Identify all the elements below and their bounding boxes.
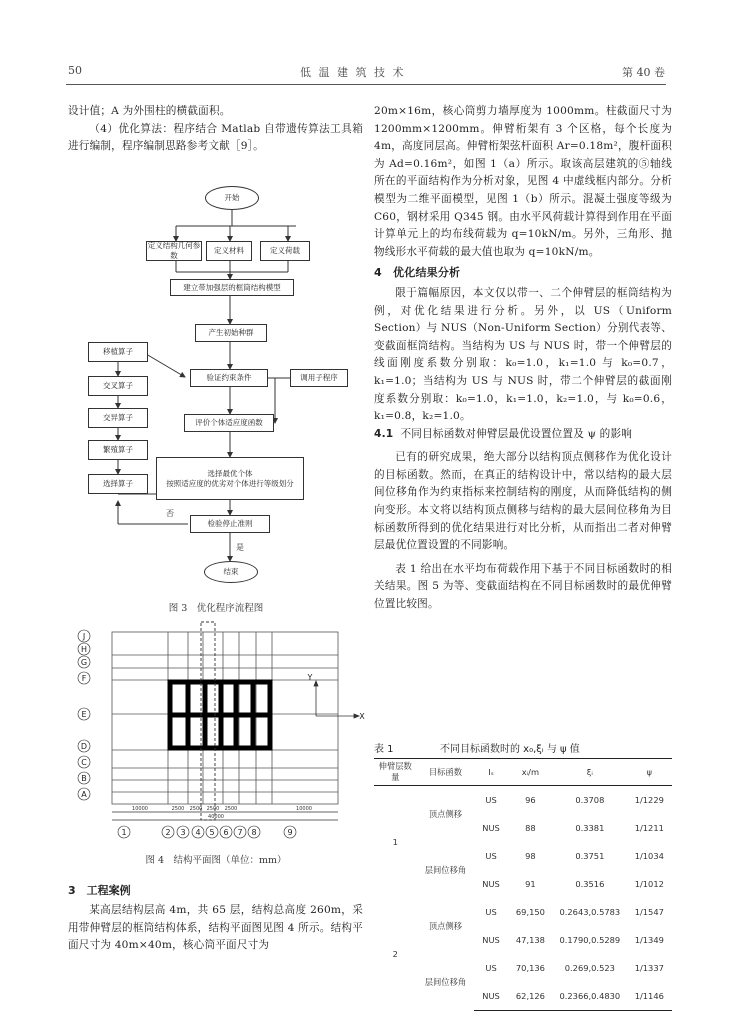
paragraph: 表 1 给出在水平均布荷载作用下基于不同目标函数时的相关结果。图 5 为等、变截面结构在不同目标函数时的最优伸臂位置比较图。 (374, 562, 672, 611)
table-cell: 顶点侧移 (428, 921, 463, 931)
table-cell: 0.3381 (575, 823, 605, 833)
table-cell: NUS (474, 982, 507, 1011)
evaluate-fitness-box: 评价个体适应度函数 (184, 414, 274, 432)
table-cell: 96 (525, 795, 536, 805)
table-cell: NUS (482, 879, 500, 889)
cross-variation-operator-box: 交异算子 (88, 408, 148, 428)
table-cell: 0.3751 (575, 851, 605, 861)
table-row (374, 842, 672, 870)
col-label: 8 (251, 828, 257, 837)
paragraph: 限于篇幅原因，本文仅以带一、二个伸臂层的框筒结构为例，对优化结果进行分析。另外，以 US（Uniform Section）与 NUS（Non-Uniform Section）分别代表等、变截面框筒结构。当结构为 US 与 NUS 时，带一个伸臂层的线面刚度系数分别取：k₀=1.0，k₁=1.0 与 k₀=0.7，k₁=1.0；当结构为 US 与 NUS 时，带二个伸臂层的截面刚度系数分别取：k₀=1.0，k₁=1.0，k₂=1.0，与 k₀=0.6，k₁=0.8，k₂=1.0。 (374, 286, 672, 423)
row-label: A (81, 790, 87, 799)
total-dimension-label: 40000 (208, 814, 224, 820)
end-node: 结束 (204, 561, 258, 583)
init-population-box: 产生初始种群 (195, 324, 267, 342)
table-cell: 层间位移角 (424, 977, 467, 988)
right-column (374, 103, 672, 614)
row-label: E (81, 710, 87, 719)
define-material-box: 定义材料 (206, 241, 252, 261)
select-best-text: 选择最优个体 (207, 468, 253, 478)
subsection-text: 不同目标函数对伸臂层最优设置位置及 ψ 的影响 (400, 427, 633, 440)
col-label: 6 (223, 828, 229, 837)
check-stop-box: 检验停止准则 (190, 515, 270, 533)
table-cell: 47,138 (515, 935, 545, 945)
dim-label: 10000 (132, 806, 148, 812)
figure-4-caption: 图 4 结构平面图（单位：mm） (145, 855, 287, 866)
table-row (374, 786, 672, 815)
paragraph: 20m×16m，核心筒剪力墙厚度为 1000mm。柱截面尺寸为 1200mm×1200mm。伸臂桁架有 3 个区格，每个长度为 4m，高度同层高。伸臂桁架弦杆面积 Ar=0.18m²，腹杆面积为 Ad=0.16m²，如图 1（a）所示。取该高层建筑的⑤轴线所在的平面结构作为分析对象，见图 4 中虚线框内部分。分析模型为二维平面模型，见图 1（b）所示。混凝土强度等级为 C60，钢材采用 Q345 钢。由水平风荷载计算得到作用在平面计算单元上的均布线荷载为 q=10kN/m。另外，三角形、抛物线形水平荷载的最大值也取为 q=10kN/m。 (374, 105, 672, 258)
volume-label: 第 40 卷 (622, 66, 665, 79)
table-cell: NUS (482, 823, 500, 833)
repeat-operator-box: 繁殖算子 (88, 440, 148, 460)
col-label: 3 (180, 828, 186, 837)
table-cell: 0.3708 (575, 795, 605, 805)
dim-label: 2500 (206, 806, 220, 812)
dim-label: 2500 (224, 806, 238, 812)
no-label: 否 (166, 509, 174, 518)
page-number: 50 (68, 64, 82, 77)
paragraph: 设计值；A 为外围柱的横截面积。 (68, 105, 231, 117)
col-header: xᵢ/m (508, 759, 553, 786)
table-cell: 1/1012 (634, 879, 664, 889)
figure-3-caption: 图 3 优化程序流程图 (168, 603, 264, 614)
table-cell: US (485, 963, 497, 973)
header-rule (66, 84, 666, 85)
journal-name: 低 温 建 筑 技 术 (300, 66, 406, 79)
crossover-operator-box: 交叉算子 (88, 376, 148, 396)
table-cell: 0.3516 (575, 879, 605, 889)
col-label: 9 (287, 828, 293, 837)
define-load-box: 定义荷载 (260, 241, 310, 261)
paragraph: （4）优化算法：程序结合 Matlab 自带遗传算法工具箱进行编制，程序编制思路参考文献［9］。 (68, 122, 363, 153)
table-cell: 顶点侧移 (428, 809, 463, 819)
table-cell: 0.269,0.523 (564, 963, 615, 973)
section-3-title: 3 工程案例 (68, 884, 131, 897)
row-label: H (80, 645, 88, 654)
row-label: G (80, 658, 88, 667)
rank-population-text: 按照适应度的优劣对个体进行等级划分 (166, 478, 294, 488)
col-header: 目标函数 (417, 759, 475, 786)
select-rank-box (156, 457, 304, 500)
table-cell: 1/1349 (634, 935, 664, 945)
col-label: 4 (195, 828, 201, 837)
row-label: D (80, 742, 88, 751)
section-3-text (68, 902, 363, 955)
col-header: 伸臂层数量 (374, 759, 417, 786)
build-model-box: 建立带加强层的框筒结构模型 (170, 279, 294, 296)
mutation-operator-box: 移植算子 (88, 342, 148, 362)
axis-x-label: X (359, 712, 365, 721)
row-label: C (81, 758, 87, 767)
structural-plan-drawing (66, 620, 366, 845)
check-constraint-box: 验证约束条件 (190, 369, 268, 387)
table-cell: 1 (392, 837, 398, 847)
table-cell: 1/1547 (634, 907, 664, 917)
left-column-top (68, 103, 363, 156)
call-program-box: 调用子程序 (290, 369, 348, 387)
table-cell: NUS (482, 935, 500, 945)
dim-label: 2500 (171, 806, 185, 812)
table-cell: 0.1790,0.5289 (559, 935, 621, 945)
col-header: ξᵢ (553, 759, 627, 786)
table-cell: 1/1229 (634, 795, 664, 805)
start-node: 开始 (205, 186, 259, 210)
col-header: Iₛ (474, 759, 507, 786)
axis-y-label: Y (307, 673, 313, 682)
col-header: ψ (627, 759, 672, 786)
table-cell: 69,150 (515, 907, 545, 917)
table-cell: 62,126 (508, 982, 553, 1011)
table-1 (374, 758, 672, 1011)
table-cell: 88 (525, 823, 536, 833)
table-cell: 98 (525, 851, 536, 861)
table-cell: US (485, 795, 497, 805)
table-cell: 91 (525, 879, 536, 889)
table-row (374, 954, 672, 982)
table-cell: US (485, 851, 497, 861)
table-cell: 层间位移角 (424, 865, 467, 875)
table-cell: US (485, 907, 497, 917)
dim-label: 2500 (189, 806, 203, 812)
table-1-label: 表 1 (374, 744, 394, 755)
table-row (374, 898, 672, 926)
row-label: B (81, 774, 87, 783)
row-label: F (81, 674, 87, 683)
dim-label: 10000 (296, 806, 312, 812)
table-cell: 1/1146 (627, 982, 672, 1011)
selection-operator-box: 选择算子 (88, 474, 148, 494)
section-4-title: 4 优化结果分析 (374, 266, 461, 280)
subsection-4-1-title (374, 426, 672, 444)
paragraph: 已有的研究成果，绝大部分以结构顶点侧移作为优化设计的目标函数。然而，在真正的结构设计中，常以结构的最大层间位移角作为约束指标来控制结构的刚度，从而降低结构的侧向变形。本文将以结构顶点侧移与结构的最大层间位移角为目标函数所得到的优化结果进行对比分析，从而指出二者对伸臂层最优位置设置的不同影响。 (374, 451, 672, 552)
table-cell: 1/1034 (634, 851, 664, 861)
table-cell: 2 (392, 949, 398, 960)
table-cell: 70,136 (515, 963, 545, 973)
table-1-title: 不同目标函数时的 x₀,ξᵢ 与 ψ 值 (440, 744, 580, 755)
col-label: 1 (121, 828, 127, 837)
define-geometry-box: 定义结构几何参数 (147, 241, 201, 260)
table-cell: 1/1211 (634, 823, 664, 833)
col-label: 2 (165, 828, 171, 837)
row-label: J (82, 632, 86, 641)
table-cell: 1/1337 (634, 963, 664, 973)
table-cell: 0.2643,0.5783 (559, 907, 621, 917)
subsection-number: 4.1 (374, 427, 394, 440)
table-header-row (374, 759, 672, 786)
yes-label: 是 (236, 543, 244, 552)
flowchart-figure (66, 178, 366, 598)
col-label: 5 (209, 828, 215, 837)
table-cell: 0.2366,0.4830 (553, 982, 627, 1011)
paragraph: 某高层结构层高 4m，共 65 层，结构总高度 260m，采用带伸臂层的框筒结构体系，结构平面图见图 4 所示。结构平面尺寸为 40m×40m，核心筒平面尺寸为 (68, 904, 363, 952)
structural-plan-figure (66, 620, 366, 845)
col-label: 7 (237, 828, 243, 837)
